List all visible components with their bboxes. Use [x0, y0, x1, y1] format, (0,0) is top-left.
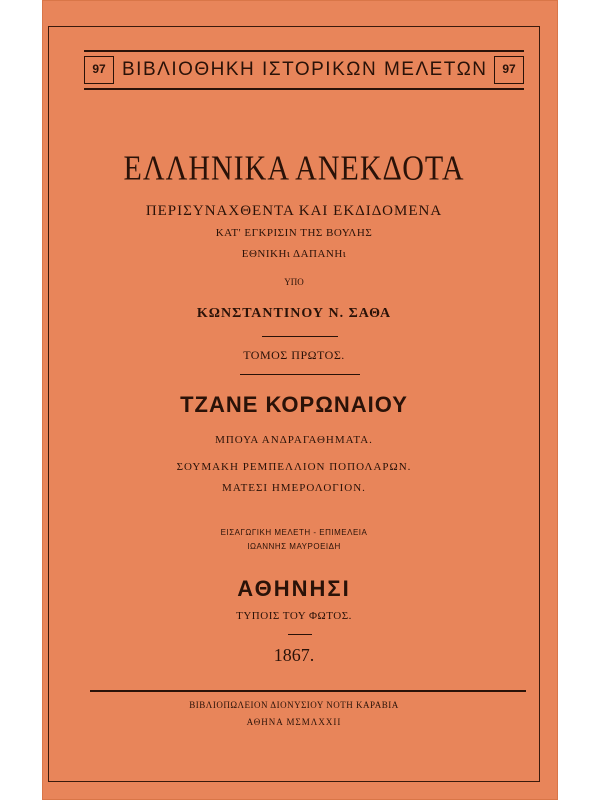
- place-name: ΑΘΗΝΗΣΙ: [237, 576, 351, 601]
- main-title: ΕΛΛΗΝΙΚΑ ΑΝΕΚΔΟΤΑ: [123, 149, 465, 188]
- work-title: ΤΖΑΝΕ ΚΟΡΩΝΑΙΟΥ: [180, 392, 408, 417]
- divider-rule-3: [288, 634, 312, 635]
- publisher-line-1: ΒΙΒΛΙΟΠΩΛΕΙΟΝ ΔΙΟΝΥΣΙΟΥ ΝΟΤΗ ΚΑΡΑΒΙΑ: [189, 700, 399, 710]
- by-line: ΥΠΟ: [284, 277, 304, 287]
- approval-line: ΚΑΤ' ΕΓΚΡΙΣΙΝ ΤΗΣ ΒΟΥΛΗΣ: [215, 227, 373, 239]
- volume-label: ΤΟΜΟΣ ΠΡΩΤΟΣ.: [243, 348, 345, 362]
- series-title: ΒΙΒΛΙΟΘΗΚΗ ΙΣΤΟΡΙΚΩΝ ΜΕΛΕΤΩΝ: [122, 59, 488, 80]
- intro-line-1: ΕΙΣΑΓΩΓΙΚΗ ΜΕΛΕΤΗ - ΕΠΙΜΕΛΕΙΑ: [220, 528, 368, 537]
- work-line-1: ΜΠΟΥΑ ΑΝΔΡΑΓΑΘΗΜΑΤΑ.: [215, 434, 373, 446]
- bottom-rule: [90, 690, 526, 692]
- series-banner: [84, 50, 524, 90]
- divider-rule-1: [262, 336, 338, 337]
- intro-line-2: ΙΩΑΝΝΗΣ ΜΑΥΡΟΕΙΔΗ: [247, 542, 341, 551]
- publisher-line-2: ΑΘΗΝΑ ΜΣΜΛΧΧΙΙ: [246, 717, 342, 727]
- printer-line: ΤΥΠΟΙΣ ΤΟΥ ΦΩΤΟΣ.: [236, 610, 352, 622]
- series-number-left: 97: [84, 56, 114, 84]
- year: 1867.: [273, 645, 315, 665]
- expense-line: ΕΘΝΙΚΗι ΔΑΠΑΝΗι: [241, 248, 347, 260]
- divider-rule-2: [240, 374, 360, 375]
- series-number-right: 97: [494, 56, 524, 84]
- subtitle: ΠΕΡΙΣΥΝΑΧΘΕΝΤΑ ΚΑΙ ΕΚΔΙΔΟΜΕΝΑ: [145, 203, 443, 219]
- author-name: ΚΩΝΣΤΑΝΤΙΝΟΥ Ν. ΣΑΘΑ: [196, 306, 392, 321]
- work-line-3: ΜΑΤΕΣΙ ΗΜΕΡΟΛΟΓΙΟΝ.: [222, 482, 366, 494]
- work-line-2: ΣΟΥΜΑΚΗ ΡΕΜΠΕΛΛΙΟΝ ΠΟΠΟΛΑΡΩΝ.: [176, 461, 412, 473]
